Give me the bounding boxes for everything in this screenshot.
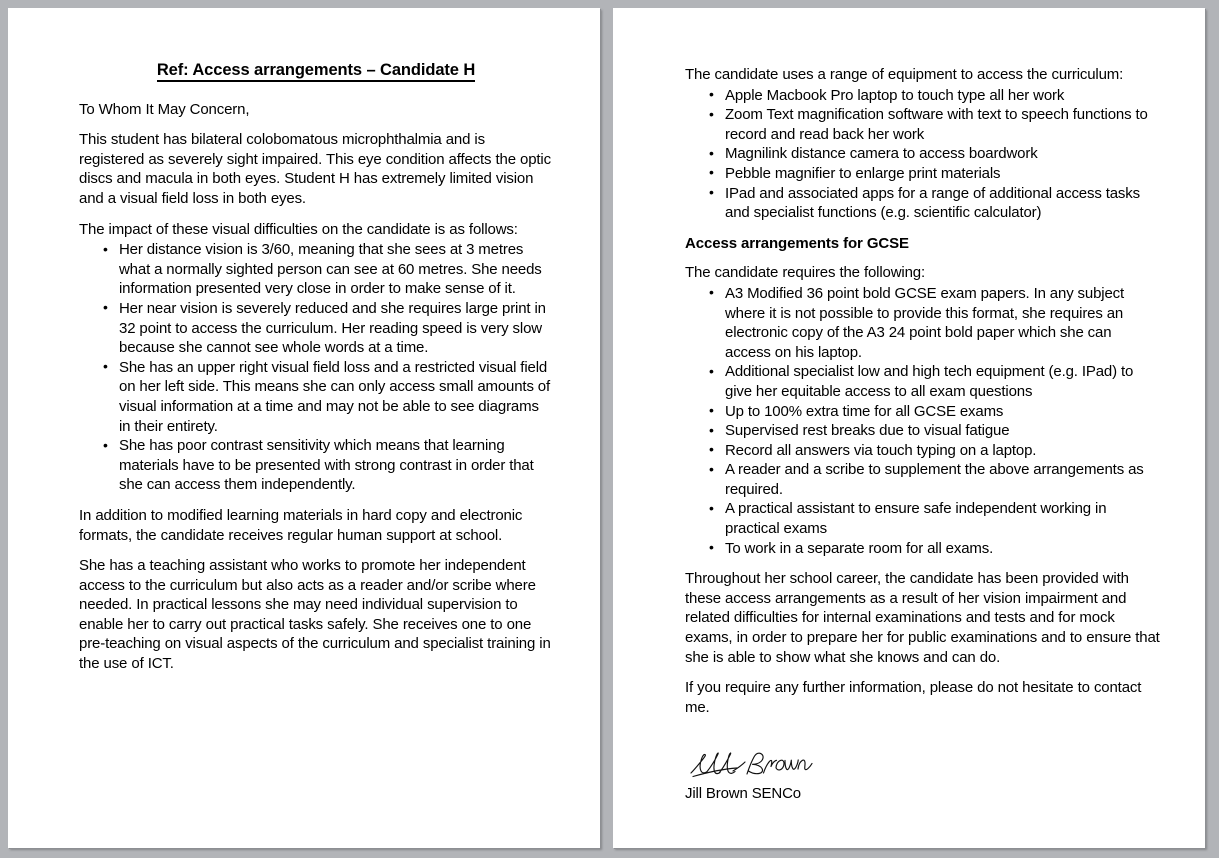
handwritten-signature-icon xyxy=(685,751,1160,781)
gcse-lead-paragraph: The candidate requires the following: xyxy=(685,264,925,282)
list-item: • Supervised rest breaks due to visual fatigue xyxy=(708,421,1160,441)
list-item: • Up to 100% extra time for all GCSE exams xyxy=(708,402,1160,422)
page-title xyxy=(79,60,553,81)
signature-block xyxy=(685,751,1160,804)
document-page-2 xyxy=(613,8,1205,848)
list-item: • To work in a separate room for all exams. xyxy=(708,539,1160,559)
list-item: • Record all answers via touch typing on a laptop. xyxy=(708,441,1160,461)
list-item: • A3 Modified 36 point bold GCSE exam papers. In any subject where it is not possible to provide this format, she requires an electronic copy of the A3 24 point bold paper which she can access on his laptop. xyxy=(708,284,1160,362)
teaching-assistant-paragraph: She has a teaching assistant who works to promote her independent access to the curriculum but also acts as a reader and/or scribe where needed. In practical lessons she may need individual supervision to enable her to carry out practical tasks safely. She receives one to one pre-teaching on visual aspects of the curriculum and specialist training in the use of ICT. xyxy=(79,557,551,673)
support-paragraph: In addition to modified learning materials in hard copy and electronic formats, the candidate receives regular human support at school. xyxy=(79,506,523,544)
impact-bullet-list xyxy=(79,240,553,495)
impact-lead-paragraph: The impact of these visual difficulties on the candidate is as follows: xyxy=(79,220,518,238)
list-item: • A reader and a scribe to supplement the above arrangements as required. xyxy=(708,460,1160,499)
salutation: To Whom It May Concern, xyxy=(79,100,250,118)
page-1-content xyxy=(79,60,553,685)
list-item: • She has poor contrast sensitivity which means that learning materials have to be presented with strong contrast in order that she can access them independently. xyxy=(102,436,553,495)
closing-paragraph: If you require any further information, please do not hesitate to contact me. xyxy=(685,679,1142,716)
list-item: • Pebble magnifier to enlarge print materials xyxy=(708,164,1160,184)
gcse-bullet-list xyxy=(685,284,1160,558)
intro-paragraph: This student has bilateral colobomatous microphthalmia and is registered as severely sight impaired. This eye condition affects the optic discs and macula in both eyes. Student H has extremely limited vision and a visual field loss in both eyes. xyxy=(79,131,551,207)
list-item: • Additional specialist low and high tech equipment (e.g. IPad) to give her equitable access to all exam questions xyxy=(708,362,1160,401)
equipment-bullet-list xyxy=(685,86,1160,223)
list-item: • Her distance vision is 3/60, meaning that she sees at 3 metres what a normally sighted person can see at 60 metres. She needs information presented very close in order to make sense of it. xyxy=(102,240,553,299)
history-paragraph: Throughout her school career, the candidate has been provided with these access arrangements as a result of her vision impairment and related difficulties for internal examinations and tests and for mock exams, in order to prepare her for public examinations and to ensure that she is able to show what she knows and can do. xyxy=(685,570,1160,666)
gcse-section-heading: Access arrangements for GCSE xyxy=(685,234,909,252)
list-item: • A practical assistant to ensure safe independent working in practical exams xyxy=(708,499,1160,538)
list-item: • She has an upper right visual field loss and a restricted visual field on her left side. This means she can only access small amounts of visual information at a time and may not be able to see diagrams in their entirety. xyxy=(102,358,553,436)
page-title-text: Ref: Access arrangements – Candidate H xyxy=(157,61,475,82)
equipment-lead-paragraph: The candidate uses a range of equipment to access the curriculum: xyxy=(685,66,1124,83)
signature-name: Jill Brown SENCo xyxy=(685,785,801,803)
list-item: • Apple Macbook Pro laptop to touch type all her work xyxy=(708,86,1160,106)
list-item: • Zoom Text magnification software with text to speech functions to record and read back her work xyxy=(708,105,1160,144)
list-item: • Her near vision is severely reduced and she requires large print in 32 point to access the curriculum. Her reading speed is very slow because she cannot see whole words at a time. xyxy=(102,299,553,358)
document-page-1 xyxy=(8,8,600,848)
list-item: • IPad and associated apps for a range of additional access tasks and specialist functions (e.g. scientific calculator) xyxy=(708,184,1160,223)
page-2-content xyxy=(685,65,1160,804)
list-item: • Magnilink distance camera to access boardwork xyxy=(708,144,1160,164)
